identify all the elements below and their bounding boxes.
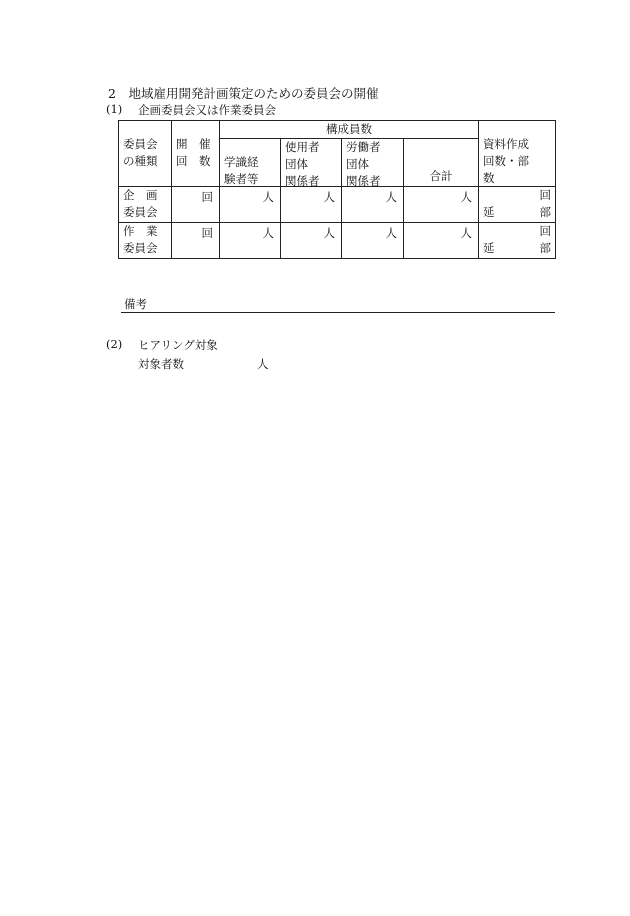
- row2-employer: [281, 223, 342, 259]
- table-row: [119, 187, 556, 223]
- row1-type-line1: 企 画: [123, 188, 158, 202]
- hearing-count-label: 対象者数: [138, 357, 184, 371]
- subsection-1-title: 企画委員会又は作業委員会: [138, 103, 276, 117]
- header-materials-line3: 数: [483, 171, 495, 185]
- row2-academic: [220, 223, 281, 259]
- header-academic-line1: 学識経: [224, 155, 259, 169]
- section-heading: 2 地域雇用開発計画策定のための委員会の開催: [108, 86, 379, 101]
- row2-materials: [479, 223, 556, 259]
- header-employer-line2: 団体: [285, 157, 308, 171]
- header-materials-line2: 回数・部: [483, 154, 529, 168]
- header-meetings-line2: 回 数: [176, 154, 211, 168]
- row1-materials-ext-unit: 部: [539, 205, 551, 219]
- row2-materials-ext-label: 延: [483, 241, 495, 255]
- row1-meetings-unit: 回: [201, 190, 213, 204]
- row1-type-line2: 委員会: [123, 205, 158, 219]
- row2-type-line2: 委員会: [123, 241, 158, 255]
- row2-type: [119, 223, 172, 259]
- row2-meetings-unit: 回: [201, 226, 213, 240]
- header-committee-type: [119, 121, 172, 187]
- subsection-2-title: ヒアリング対象: [138, 338, 218, 352]
- row2-academic-unit: 人: [262, 226, 274, 240]
- hearing-count-unit: 人: [257, 357, 269, 371]
- row1-academic: [220, 187, 281, 223]
- row2-employer-unit: 人: [323, 226, 335, 240]
- row2-meetings: [172, 223, 220, 259]
- notes-line: [121, 312, 555, 313]
- header-committee-type-line1: 委員会: [123, 137, 158, 151]
- row2-materials-ext-unit: 部: [539, 241, 551, 255]
- row1-academic-unit: 人: [262, 190, 274, 204]
- header-materials-line1: 資料作成: [483, 137, 529, 151]
- header-employer-line1: 使用者: [285, 140, 320, 154]
- row2-type-line1: 作 業: [123, 224, 158, 238]
- header-meetings-line1: 開 催: [176, 137, 211, 151]
- header-academic-line2: 験者等: [224, 172, 259, 186]
- row1-type: [119, 187, 172, 223]
- header-employer-line3: 関係者: [285, 174, 320, 188]
- row2-total-unit: 人: [460, 226, 472, 240]
- header-labor-line1: 労働者: [346, 140, 381, 154]
- header-total-label: 合計: [429, 169, 453, 183]
- row1-employer-unit: 人: [323, 190, 335, 204]
- row1-labor: [342, 187, 404, 223]
- notes-label: 備考: [124, 297, 147, 311]
- row1-total: [404, 187, 479, 223]
- row1-labor-unit: 人: [385, 190, 397, 204]
- table-row: [119, 223, 556, 259]
- row1-materials-ext-label: 延: [483, 205, 495, 219]
- header-employer: [281, 139, 342, 187]
- subsection-1-number: (1): [106, 102, 123, 116]
- subsection-2-number: (2): [106, 337, 123, 351]
- header-meetings: [172, 121, 220, 187]
- row1-meetings: [172, 187, 220, 223]
- row2-labor-unit: 人: [385, 226, 397, 240]
- row1-total-unit: 人: [460, 190, 472, 204]
- row1-materials: [479, 187, 556, 223]
- header-labor-line3: 関係者: [346, 174, 381, 188]
- row2-total: [404, 223, 479, 259]
- header-total: [404, 139, 479, 187]
- header-composition: 構成員数: [220, 121, 479, 139]
- committee-table: [118, 120, 556, 259]
- row1-employer: [281, 187, 342, 223]
- header-labor-line2: 団体: [346, 157, 369, 171]
- row2-labor: [342, 223, 404, 259]
- header-materials: [479, 121, 556, 187]
- header-labor: [342, 139, 404, 187]
- row2-materials-unit: 回: [539, 224, 551, 238]
- row1-materials-unit: 回: [539, 188, 551, 202]
- header-committee-type-line2: の種類: [123, 154, 158, 168]
- header-academic: [220, 139, 281, 187]
